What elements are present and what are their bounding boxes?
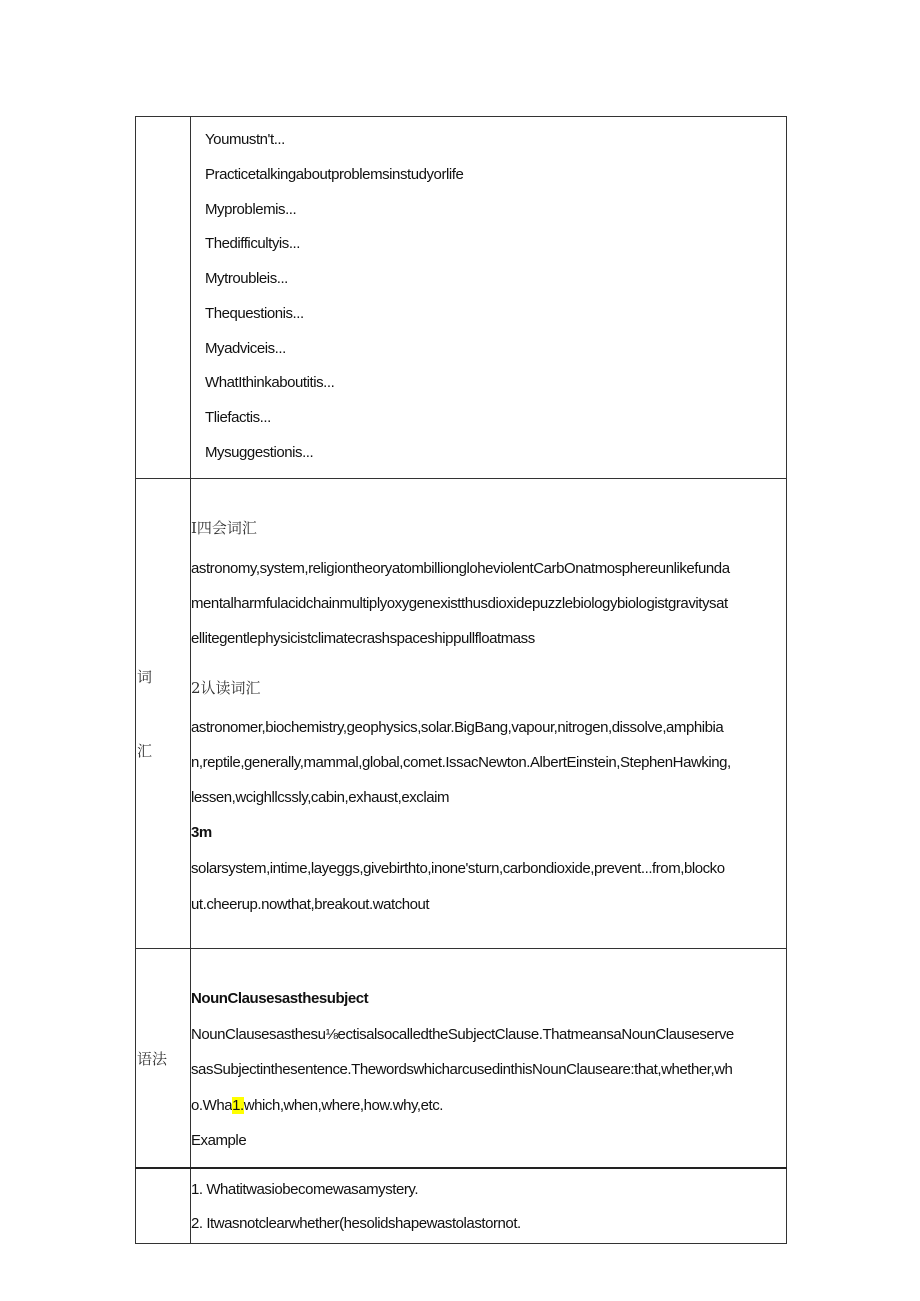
highlighted-text: 1. [232,1097,244,1114]
vocab-line: n,reptile,generally,mammal,global,comet.IssacNewton.AlbertEinstein,StephenHawking, [191,754,731,771]
phrase-line: Myadviceis... [205,340,286,357]
row-divider [135,1167,787,1169]
phrase-line: Mytroubleis... [205,270,288,287]
phrase-line: Tliefactis... [205,409,271,426]
section-heading: 2认读词汇 [191,679,261,697]
grammar-title: NounClausesasthesubject [191,990,369,1007]
row-divider [135,478,787,479]
vocab-line: mentalharmfulacidchainmultiplyoxygenexistthusdioxidepuzzlebiologybiologistgravitysat [191,595,728,612]
vocab-line: ut.cheerup.nowthat,breakout.watchout [191,896,430,913]
text: o.Wha [191,1097,233,1114]
vocab-line: lessen,wcighllcssly,cabin,exhaust,exclaim [191,789,450,806]
vocab-line: solarsystem,intime,layeggs,givebirthto,inone'sturn,carbondioxide,prevent...from,blocko [191,860,725,877]
vocab-line: ellitegentlephysicistclimatecrashspaceshippullfloatmass [191,630,535,647]
example-sentence: 1. Whatitwasiobecomewasamystery. [191,1181,419,1198]
phrase-line: Thequestionis... [205,305,304,322]
grammar-line [191,1097,443,1115]
phrase-line: Practicetalkingaboutproblemsinstudyorlife [205,166,464,183]
section-heading: 3m [191,824,212,841]
example-label: Example [191,1132,247,1149]
vocab-line: astronomer,biochemistry,geophysics,solar.BigBang,vapour,nitrogen,dissolve,amphibia [191,719,724,736]
row-divider [135,948,787,949]
section-heading: I四会词汇 [191,519,257,537]
phrase-line: Youmustn't... [205,131,285,148]
row-label: 汇 [137,742,153,760]
phrase-line: Mysuggestionis... [205,444,314,461]
phrase-line: Thedifficultyis... [205,235,300,252]
row-label: 词 [137,668,153,686]
example-sentence: 2. Itwasnotclearwhether(hesolidshapewastolastornot. [191,1215,521,1232]
phrase-line: WhatIthinkaboutitis... [205,374,335,391]
row-label: 语法 [137,1050,168,1068]
vocab-line: astronomy,system,religiontheoryatombilliongloheviolentCarbOnatmosphereunlikefunda [191,560,730,577]
grammar-line: NounClausesasthesu⅛ectisalsocalledtheSubjectClause.ThatmeansaNounClauseserve [191,1026,734,1043]
text: which,when,where,how.why,etc. [243,1097,444,1114]
phrase-line: Myproblemis... [205,201,297,218]
grammar-line: sasSubjectinthesentence.ThewordswhicharcusedinthisNounClauseare:that,whether,wh [191,1061,733,1078]
